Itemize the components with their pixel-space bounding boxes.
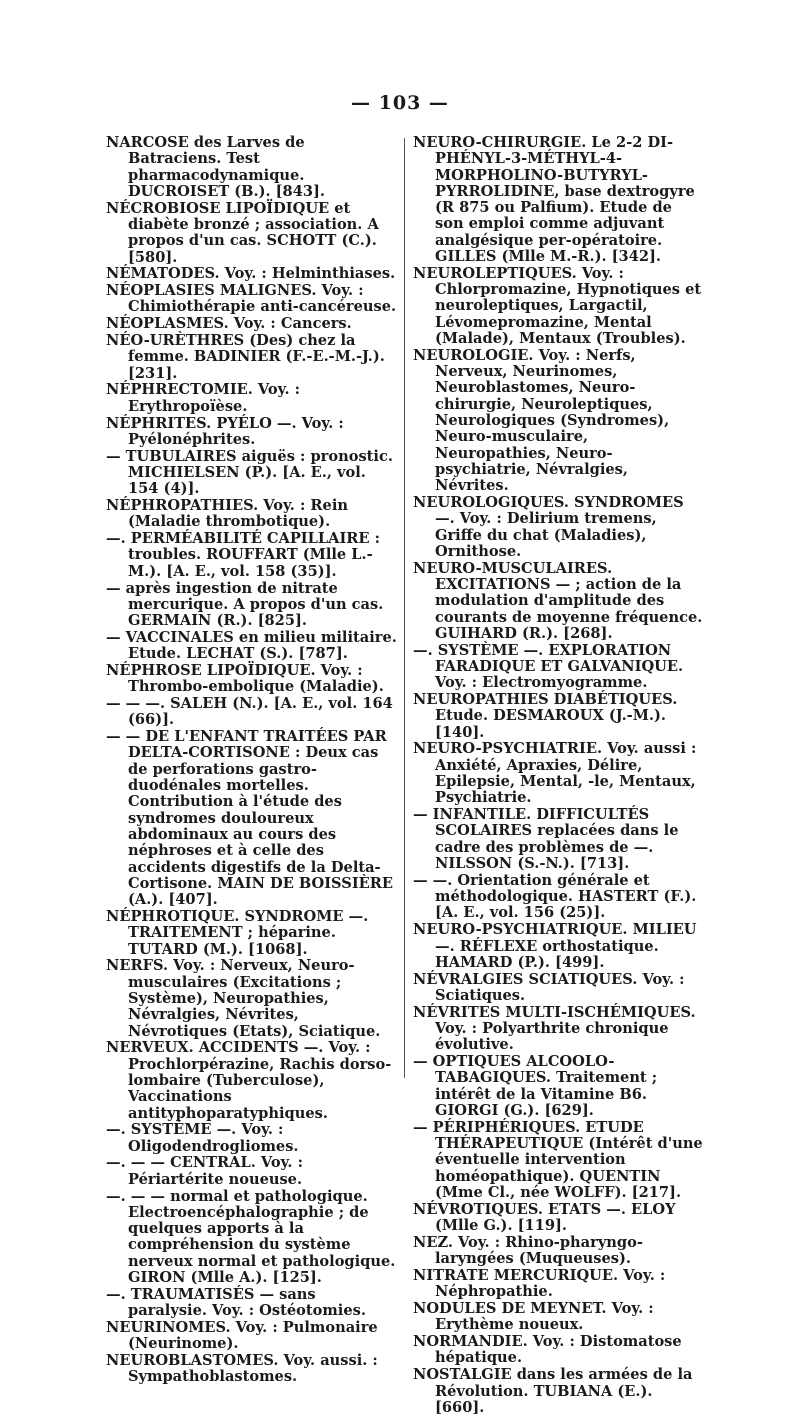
index-entry: — VACCINALES en milieu militaire. Etude. LECHAT (S.). [787]. xyxy=(106,628,397,663)
index-entry: NEURO-MUSCULAIRES. EXCITATIONS — ; action de la modulation d'amplitude des courants de moyenne fréquence. GUIHARD (R.). [268]. xyxy=(413,559,703,642)
index-entry: NÉPHRECTOMIE. Voy. : Erythropoïèse. xyxy=(106,381,301,415)
index-entry: NORMANDIE. Voy. : Distomatose hépatique. xyxy=(413,1333,682,1367)
index-entry: NÉVRALGIES SCIATIQUES. Voy. : Sciatiques. xyxy=(413,970,685,1004)
column-divider xyxy=(404,138,405,1078)
index-entry: — après ingestion de nitrate mercurique. A propos d'un cas. GERMAIN (R.). [825]. xyxy=(106,579,384,630)
index-entry: — —. Orientation générale et méthodologique. HASTERT (F.). [A. E., vol. 156 (25)]. xyxy=(413,871,697,922)
index-entry: NEUROLOGIE. Voy. : Nerfs, Nerveux, Neurinomes, Neuroblastomes, Neuro-chirurgie, Neuroleptiques, Neurologiques (Syndromes), Neuro-musculaire, Neuropathies, Neuro-psychiatrie, Névralgies, Névrites. xyxy=(413,346,670,495)
index-entry: — OPTIQUES ALCOOLO-TABAGIQUES. Traitement ; intérêt de la Vitamine B6. GIORGI (G.). [629]. xyxy=(413,1053,658,1120)
index-entry: NÉPHROPATHIES. Voy. : Rein (Maladie thrombotique). xyxy=(106,497,348,531)
index-entry: NEZ. Voy. : Rhino-pharyngo-laryngées (Muqueuses). xyxy=(413,1233,643,1268)
index-entry: —. PERMÉABILITÉ CAPILLAIRE : troubles. ROUFFART (Mlle L.-M.). [A. E., vol. 158 (35)]. xyxy=(106,530,381,580)
index-entry: NÉVROTIQUES. ETATS —. ELOY (Mlle G.). [119]. xyxy=(413,1200,676,1235)
index-entry: — TUBULAIRES aiguës : pronostic. MICHIELSEN (P.). [A. E., vol. 154 (4)]. xyxy=(106,447,393,498)
index-entry: NÉOPLASIES MALIGNES. Voy. : Chimiothérapie anti-cancéreuse. xyxy=(106,282,397,316)
index-column-left xyxy=(106,135,398,1386)
index-column-right xyxy=(413,135,705,1417)
index-entry: NEUROPATHIES DIABÉTIQUES. Etude. DESMAROUX (J.-M.). [140]. xyxy=(413,691,678,741)
index-entry: NÉOPLASMES. Voy. : Cancers. xyxy=(106,315,352,333)
index-entry: NÉPHRITES. PYÉLO —. Voy. : Pyélonéphrites. xyxy=(106,414,344,448)
index-entry: —. SYSTÈME —. EXPLORATION FARADIQUE ET GALVANIQUE. Voy. : Electromyogramme. xyxy=(413,641,684,692)
index-entry: NERFS. Voy. : Nerveux, Neuro-musculaires (Excitations ; Système), Neuropathies, Névralgies, Névrites, Névrotiques (Etats), Sciatique. xyxy=(106,957,381,1040)
index-entry: NÉO-URÈTHRES (Des) chez la femme. BADINIER (F.-E.-M.-J.). [231]. xyxy=(106,332,385,382)
index-entry: — PÉRIPHÉRIQUES. ETUDE THÉRAPEUTIQUE (Intérêt d'une éventuelle intervention homéopathique). QUENTIN (Mme Cl., née WOLFF). [217]. xyxy=(413,1118,703,1201)
index-entry: NERVEUX. ACCIDENTS —. Voy. : Prochlorpérazine, Rachis dorso-lombaire (Tuberculose), Vaccinations antityphoparatyphiques. xyxy=(106,1039,392,1122)
index-entry: NEUROBLASTOMES. Voy. aussi. : Sympathoblastomes. xyxy=(106,1351,378,1386)
index-entry: — — —. SALEH (N.). [A. E., vol. 164 (66)]. xyxy=(106,695,393,729)
index-entry: NARCOSE des Larves de Batraciens. Test pharmacodynamique. DUCROISET (B.). [843]. xyxy=(106,134,326,200)
index-entry: NÉPHROTIQUE. SYNDROME —. TRAITEMENT ; héparine. TUTARD (M.). [1068]. xyxy=(106,907,369,958)
index-entry: NEURINOMES. Voy. : Pulmonaire (Neurinome). xyxy=(106,1318,378,1353)
index-entry: NEUROLOGIQUES. SYNDROMES —. Voy. : Delirium tremens, Griffe du chat (Maladies), Ornithose. xyxy=(413,494,684,560)
index-entry: NEURO-PSYCHIATRIE. Voy. aussi : Anxiété, Apraxies, Délire, Epilepsie, Mental, -le, Mentaux, Psychiatrie. xyxy=(413,740,697,807)
index-entry: NEURO-CHIRURGIE. Le 2-2 DI-PHÉNYL-3-MÉTHYL-4-MORPHOLINO-BUTYRYL-PYRROLIDINE, base dextrogyre (R 875 ou Palfium). Etude de son emploi comme adjuvant analgésique per-opératoire. GILLES (Mlle M.-R.). [342]. xyxy=(413,134,695,266)
page-number: — 103 — xyxy=(351,92,449,114)
index-entry: NÉCROBIOSE LIPOÏDIQUE et diabète bronzé ; association. A propos d'un cas. SCHOTT (C.). [580]. xyxy=(106,199,379,266)
index-entry: —. — — CENTRAL. Voy. : Périartérite noueuse. xyxy=(106,1154,303,1188)
index-entry: —. — — normal et pathologique. Electroencéphalographie ; de quelques apports à la compréhension du système nerveux normal et pathologique. GIRON (Mlle A.). [125]. xyxy=(106,1187,396,1286)
index-entry: — — DE L'ENFANT TRAITÉES PAR DELTA-CORTISONE : Deux cas de perforations gastro-duodénales mortelles. Contribution à l'étude des syndromes douloureux abdominaux au cours des néphroses et à celle des accidents digestifs de la Delta-Cortisone. MAIN DE BOISSIÈRE (A.). [407]. xyxy=(106,728,394,909)
index-entry: NEUROLEPTIQUES. Voy. : Chlorpromazine, Hypnotiques et neuroleptiques, Largactil, Lévomepromazine, Mental (Malade), Mentaux (Troubles). xyxy=(413,264,702,348)
index-entry: NÉVRITES MULTI-ISCHÉMIQUES. Voy. : Polyarthrite chronique évolutive. xyxy=(413,1003,696,1054)
index-entry: NITRATE MERCURIQUE. Voy. : Néphropathie. xyxy=(413,1266,666,1301)
index-entry: — INFANTILE. DIFFICULTÉS SCOLAIRES replacées dans le cadre des problèmes de —. NILSSON (S.-N.). [713]. xyxy=(413,806,679,873)
index-entry: NÉPHROSE LIPOÏDIQUE. Voy. : Thrombo-embolique (Maladie). xyxy=(106,662,384,696)
index-entry: NÉMATODES. Voy. : Helminthiases. xyxy=(106,265,396,283)
index-entry: NEURO-PSYCHIATRIQUE. MILIEU —. RÉFLEXE orthostatique. HAMARD (P.). [499]. xyxy=(413,921,697,971)
index-entry: NOSTALGIE dans les armées de la Révolution. TUBIANA (E.). [660]. xyxy=(413,1366,693,1416)
index-entry: NODULES DE MEYNET. Voy. : Erythème noueux. xyxy=(413,1300,654,1334)
index-entry: —. SYSTÈME —. Voy. : Oligodendrogliomes. xyxy=(106,1121,299,1155)
index-entry: —. TRAUMATISÉS — sans paralysie. Voy. : Ostéotomies. xyxy=(106,1285,366,1320)
